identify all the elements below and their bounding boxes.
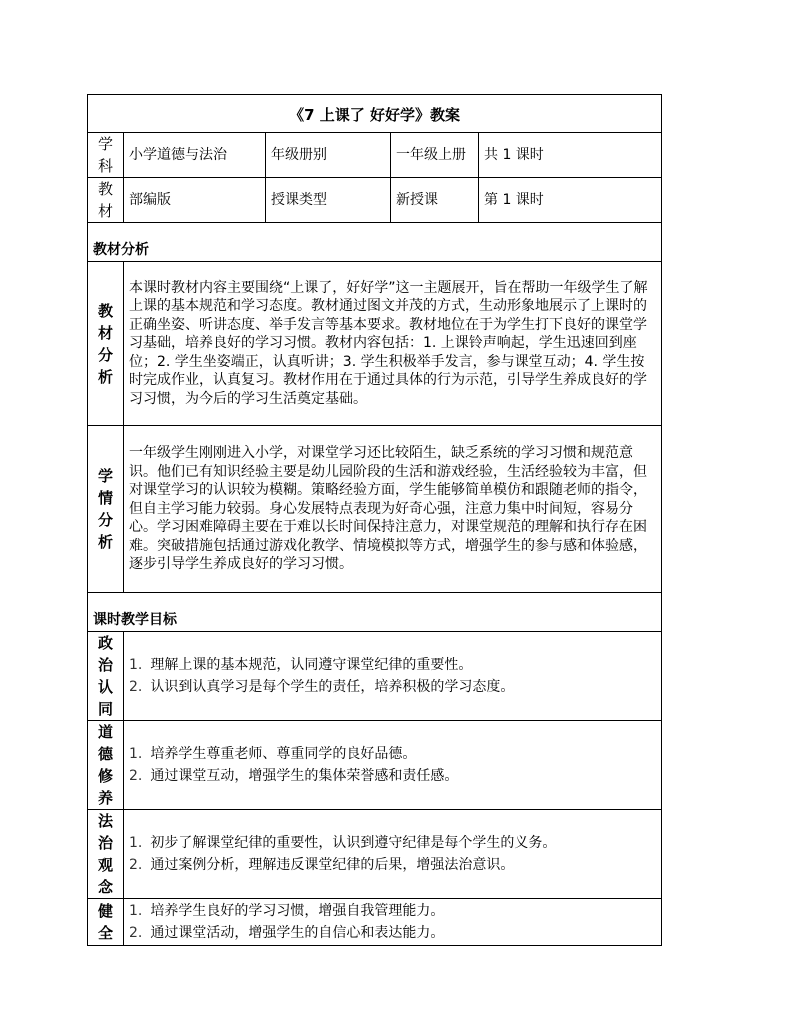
material-analysis-text: 本课时教材内容主要围绕“上课了，好好学”这一主题展开，旨在帮助一年级学生了解上课的基本规范和学习态度。教材通过图文并茂的方式，生动形象地展示了上课时的正确坐姿、听讲态度、举手发言等基本要求。教材地位在于为学生打下良好的课堂学习基础，培养良好的学习习惯。教材内容包括：1. 上课铃声响起，学生迅速回到座位；2. 学生坐姿端正，认真听讲；3. 学生积极举手发言，参与课堂互动；4. 学生按时完成作业，认真复习。教材作用在于通过具体的行为示范，引导学生养成良好的学习习惯，为今后的学习生活奠定基础。 [124,262,662,426]
goal-item: 1. 培养学生尊重老师、尊重同学的良好品德。 [129,746,417,762]
grade-label: 年级册别 [266,133,391,178]
goal-item: 2. 通过课堂活动，增强学生的自信心和表达能力。 [129,924,445,941]
material-section-heading: 教材分析 [88,223,662,262]
material-analysis-label: 教材分析 [88,262,124,426]
goal-item: 1. 培养学生良好的学习习惯，增强自我管理能力。 [129,903,445,919]
goal-item: 1. 理解上课的基本规范，认同遵守课堂纪律的重要性。 [129,657,473,673]
student-analysis-label: 学情分析 [88,426,124,593]
goal-row [88,899,662,946]
goal-label: 健全 [88,899,124,946]
goal-content [124,810,662,899]
goal-item: 2. 认识到认真学习是每个学生的责任，培养积极的学习态度。 [129,678,515,695]
student-analysis-text: 一年级学生刚刚进入小学，对课堂学习还比较陌生，缺乏系统的学习习惯和规范意识。他们已有知识经验主要是幼儿园阶段的生活和游戏经验，生活经验较为丰富，但对课堂学习的认识较为模糊。策略经验方面，学生能够简单模仿和跟随老师的指令，但自主学习能力较弱。身心发展特点表现为好奇心强，注意力集中时间短，容易分心。学习困难障碍主要在于难以长时间保持注意力，对课堂规范的理解和执行存在困难。突破措施包括通过游戏化教学、情境模拟等方式，增强学生的参与感和体验感，逐步引导学生养成良好的学习习惯。 [124,426,662,593]
total-hours: 共 1 课时 [479,133,662,178]
goal-content [124,632,662,721]
type-value: 新授课 [391,178,479,223]
goals-section-heading: 课时教学目标 [88,593,662,632]
textbook-label: 教材 [88,178,124,223]
goal-row [88,632,662,721]
type-label: 授课类型 [266,178,391,223]
goal-label: 道德修养 [88,721,124,810]
textbook-value: 部编版 [124,178,266,223]
goal-content [124,899,662,946]
student-analysis-row [88,426,662,593]
goal-item: 2. 通过案例分析，理解违反课堂纪律的后果，增强法治意识。 [129,856,515,873]
document-title: 《7 上课了 好好学》教案 [88,95,662,133]
goal-row [88,810,662,899]
grade-value: 一年级上册 [391,133,479,178]
material-analysis-row [88,262,662,426]
goal-item: 1. 初步了解课堂纪律的重要性，认识到遵守纪律是每个学生的义务。 [129,835,557,851]
info-row-subject [88,133,662,178]
lesson-plan-document [87,94,661,946]
lesson-number: 第 1 课时 [479,178,662,223]
goal-item: 2. 通过课堂互动，增强学生的集体荣誉感和责任感。 [129,767,459,784]
info-row-textbook [88,178,662,223]
goal-label: 法治观念 [88,810,124,899]
goal-content [124,721,662,810]
subject-label: 学科 [88,133,124,178]
goal-row [88,721,662,810]
goal-label: 政治认同 [88,632,124,721]
lesson-plan-table [87,94,662,946]
subject-value: 小学道德与法治 [124,133,266,178]
